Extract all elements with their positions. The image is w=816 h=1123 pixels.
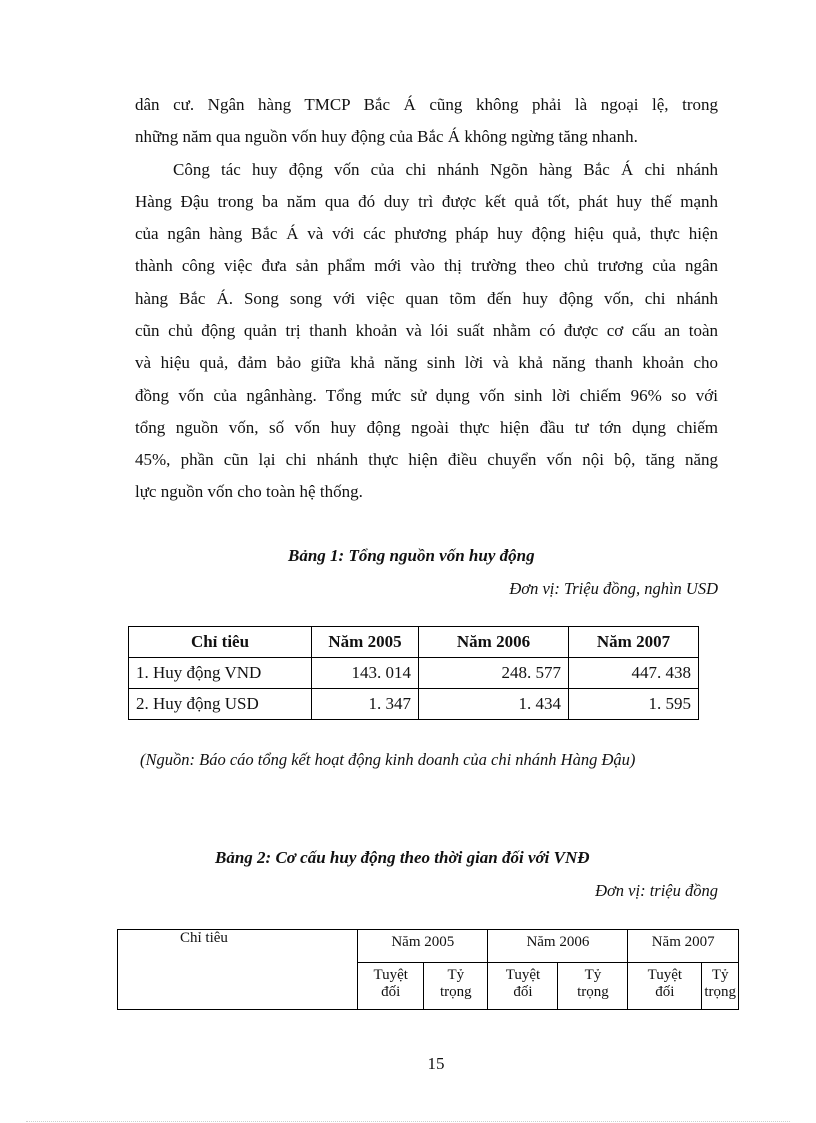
subheader-text: Tỷ [584,967,602,983]
table-row [129,689,699,720]
subheader-text: trọng [704,984,736,1000]
table-cell: 1. 347 [312,689,419,720]
subheader-text: đối [655,984,675,1000]
subheader-cell [628,963,702,1010]
text-line: hàng Bắc Á. Song song với việc quan tõm đến huy động vốn, chi nhánh [135,288,718,308]
table-row [129,658,699,689]
subheader-text: đối [513,984,533,1000]
subheader-cell [424,963,488,1010]
subheader-cell [358,963,424,1010]
subheader-cell [488,963,558,1010]
text-line: và hiệu quả, đảm bảo giữa khả năng sinh lời và khả năng thanh khoản cho [135,353,718,373]
text-line: Công tác huy động vốn của chi nhánh Ngõn hàng Bắc Á chi nhánh [173,159,718,179]
text-line: thành công việc đưa sản phẩm mới vào thị trường theo chủ trương của ngân [135,256,718,276]
header-cell: Năm 2007 [628,930,739,963]
header-cell: Năm 2005 [358,930,488,963]
text-line: của ngân hàng Bắc Á và với các phương pháp huy động hiệu quả, thực hiện [135,224,718,244]
text-line: những năm qua nguồn vốn huy động của Bắc Á không ngừng tăng nhanh. [135,127,638,147]
subheader-cell [702,963,739,1010]
subheader-text: trọng [440,984,472,1000]
header-cell: Chỉ tiêu [118,930,358,1010]
text-line: Hàng Đậu trong ba năm qua đó duy trì được kết quả tốt, phát huy thế mạnh [135,191,718,211]
table-1-source: (Nguồn: Báo cáo tổng kết hoạt động kinh doanh của chi nhánh Hàng Đậu) [140,750,636,769]
header-cell: Năm 2005 [312,627,419,658]
table-2 [117,929,739,1010]
table-cell: 1. 595 [569,689,699,720]
table-cell: 2. Huy động USD [129,689,312,720]
header-cell: Năm 2006 [419,627,569,658]
table-header-row [129,627,699,658]
subheader-cell [558,963,628,1010]
table-cell: 248. 577 [419,658,569,689]
header-cell: Năm 2007 [569,627,699,658]
table-cell: 1. 434 [419,689,569,720]
page-number: 15 [427,1054,445,1073]
text-line: 45%, phần cũn lại chi nhánh thực hiện điều chuyển vốn nội bộ, tăng năng [135,450,718,470]
subheader-text: Tuyệt [647,967,683,983]
subheader-text: Tỷ [711,967,729,983]
table-2-caption: Bảng 2: Cơ cấu huy động theo thời gian đối với VNĐ [215,848,590,867]
header-cell: Chỉ tiêu [129,627,312,658]
text-line: cũn chủ động quản trị thanh khoản và lói suất nhằm có được cơ cấu an toàn [135,320,718,340]
paragraph-1 [135,89,718,154]
header-cell: Năm 2006 [488,930,628,963]
table-1-caption: Bảng 1: Tổng nguồn vốn huy động [288,546,535,565]
subheader-text: Tuyệt [505,967,541,983]
subheader-text: đối [381,984,401,1000]
table-cell: 1. Huy động VND [129,658,312,689]
table-header-row [118,930,739,963]
subheader-text: trọng [577,984,609,1000]
table-cell: 447. 438 [569,658,699,689]
paragraph-2 [135,154,718,509]
text-line: lực nguồn vốn cho toàn hệ thống. [135,482,363,502]
text-line: tổng nguồn vốn, số vốn huy động ngoài thực hiện đầu tư tớn dụng chiếm [135,417,718,437]
text-line: dân cư. Ngân hàng TMCP Bắc Á cũng không phải là ngoại lệ, trong [135,95,718,114]
table-1 [128,626,699,720]
table-2-unit: Đơn vị: triệu đồng [595,881,718,900]
table-cell: 143. 014 [312,658,419,689]
text-line: đồng vốn của ngânhàng. Tổng mức sử dụng vốn sinh lời chiếm 96% so với [135,385,718,405]
subheader-text: Tuyệt [373,967,408,983]
table-1-unit: Đơn vị: Triệu đồng, nghìn USD [509,579,718,598]
subheader-text: Tỷ [447,967,465,983]
page-bottom-rule [26,1121,790,1122]
